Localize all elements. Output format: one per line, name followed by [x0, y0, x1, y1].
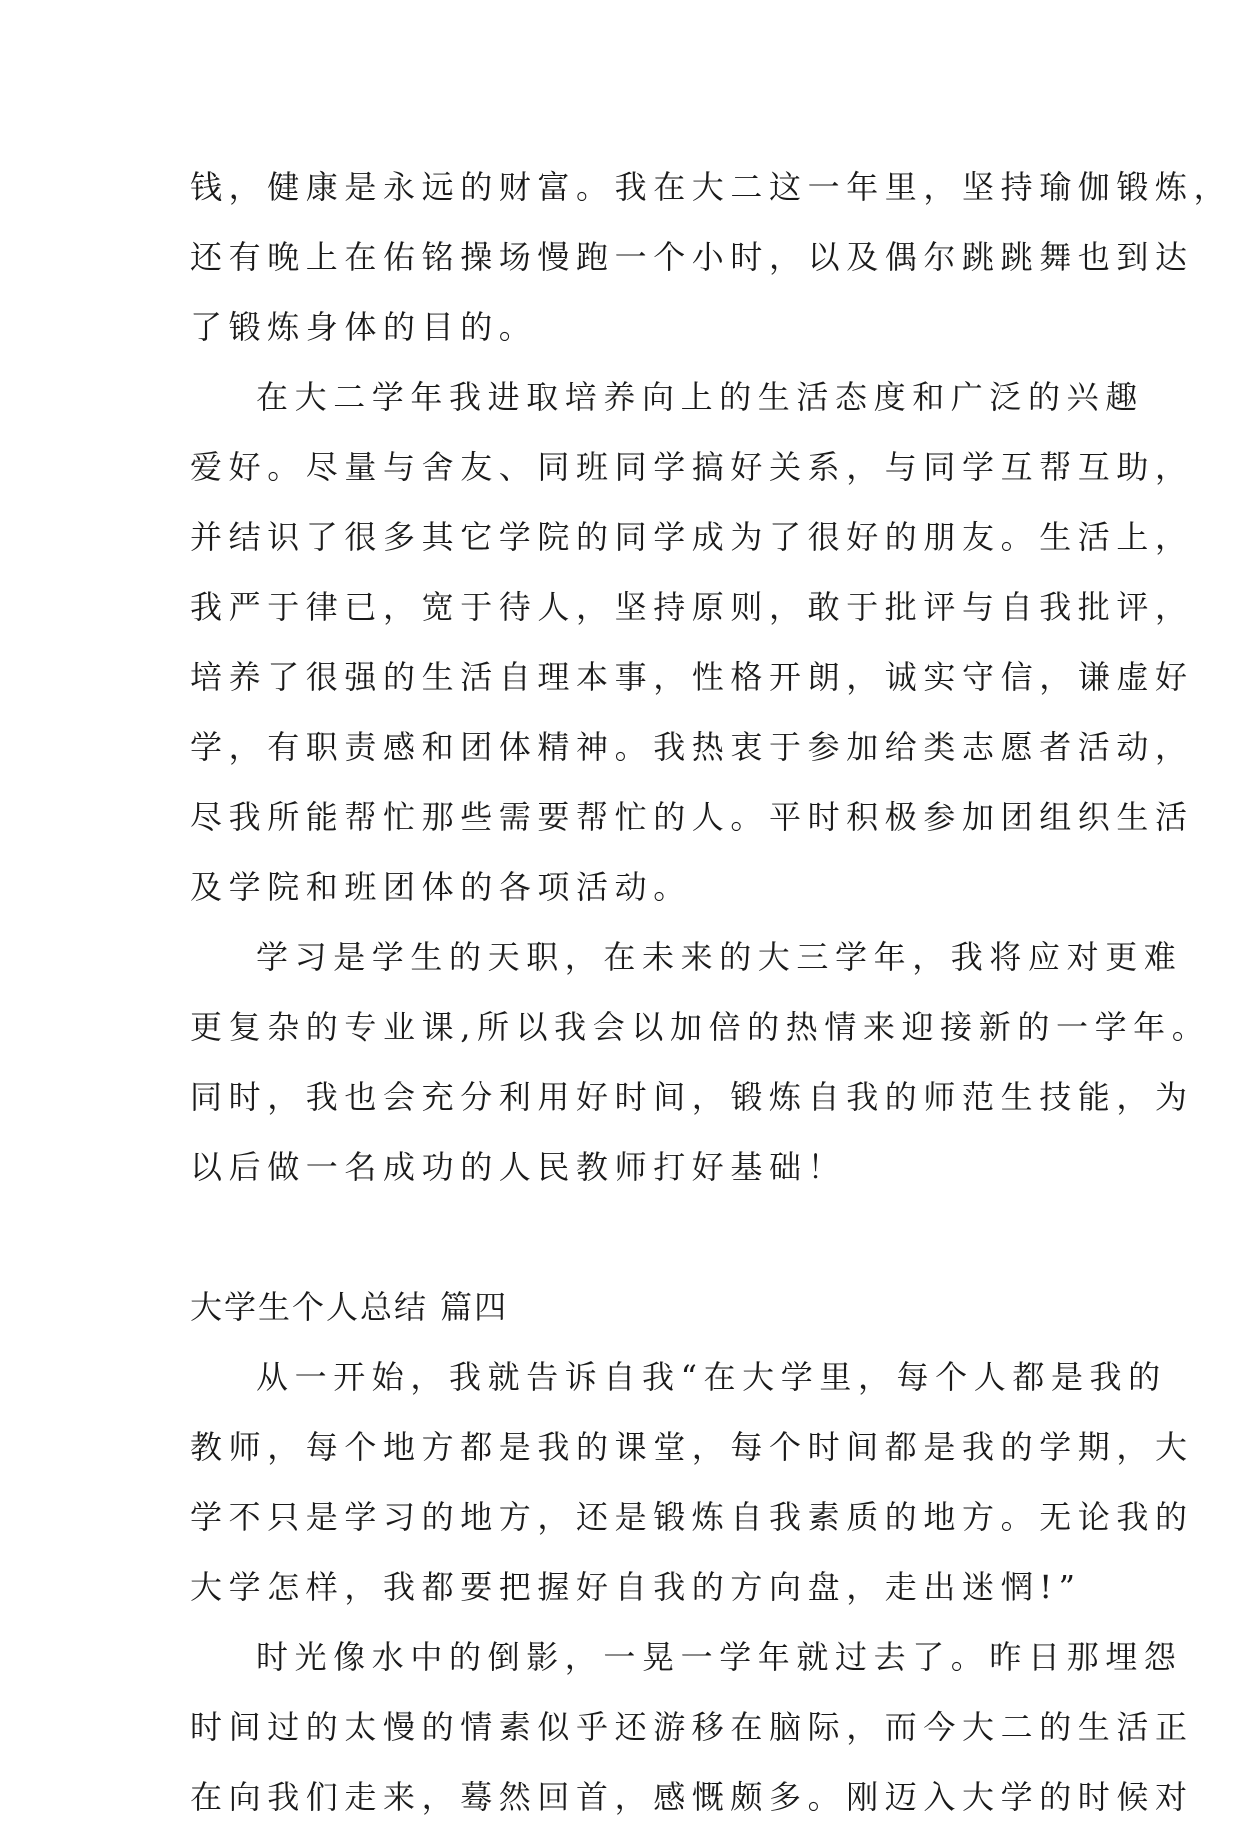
text-line: 学，有职责感和团体精神。我热衷于参加给类志愿者活动，: [190, 728, 1194, 766]
text-line: 及学院和班团体的各项活动。: [190, 868, 692, 906]
text-line: 学不只是学习的地方，还是锻炼自我素质的地方。无论我的: [190, 1498, 1194, 1536]
paragraph: [190, 362, 1194, 922]
text-line: 教师，每个地方都是我的课堂，每个时间都是我的学期，大: [190, 1428, 1194, 1466]
section-heading: 大学生个人总结 篇四: [190, 1288, 509, 1326]
text-line: 同时，我也会充分利用好时间，锻炼自我的师范生技能，为: [190, 1078, 1194, 1116]
text-line: 时光像水中的倒影，一晃一学年就过去了。昨日那埋怨: [256, 1638, 1183, 1676]
text-line: 时间过的太慢的情素似乎还游移在脑际，而今大二的生活正: [190, 1708, 1194, 1746]
text-line: 更复杂的专业课,所以我会以加倍的热情来迎接新的一学年。: [190, 1008, 1211, 1046]
paragraph: [190, 922, 1211, 1202]
text-line: 学习是学生的天职，在未来的大三学年，我将应对更难: [256, 938, 1183, 976]
text-line: 钱，健康是永远的财富。我在大二这一年里，坚持瑜伽锻炼，: [190, 168, 1233, 206]
text-line: 还有晚上在佑铭操场慢跑一个小时，以及偶尔跳跳舞也到达: [190, 238, 1194, 276]
text-line: 爱好。尽量与舍友、同班同学搞好关系，与同学互帮互助，: [190, 448, 1194, 486]
document-page: [190, 152, 1233, 1832]
text-line: 培养了很强的生活自理本事，性格开朗，诚实守信，谦虚好: [190, 658, 1194, 696]
paragraph: [190, 1622, 1194, 1832]
text-line: 从一开始，我就告诉自我“在大学里，每个人都是我的: [256, 1358, 1167, 1396]
text-line: 并结识了很多其它学院的同学成为了很好的朋友。生活上，: [190, 518, 1194, 556]
text-line: 在大二学年我进取培养向上的生活态度和广泛的兴趣: [256, 378, 1144, 416]
text-line: 了锻炼身体的目的。: [190, 308, 538, 346]
text-line: 尽我所能帮忙那些需要帮忙的人。平时积极参加团组织生活: [190, 798, 1194, 836]
text-line: 以后做一名成功的人民教师打好基础！: [190, 1148, 847, 1186]
paragraph: [190, 1342, 1194, 1622]
text-line: 大学怎样，我都要把握好自我的方向盘，走出迷惘!”: [190, 1568, 1082, 1606]
paragraph: [190, 152, 1233, 362]
text-line: 我严于律已，宽于待人，坚持原则，敢于批评与自我批评，: [190, 588, 1194, 626]
text-line: 在向我们走来，蓦然回首，感慨颇多。刚迈入大学的时候对: [190, 1778, 1194, 1816]
